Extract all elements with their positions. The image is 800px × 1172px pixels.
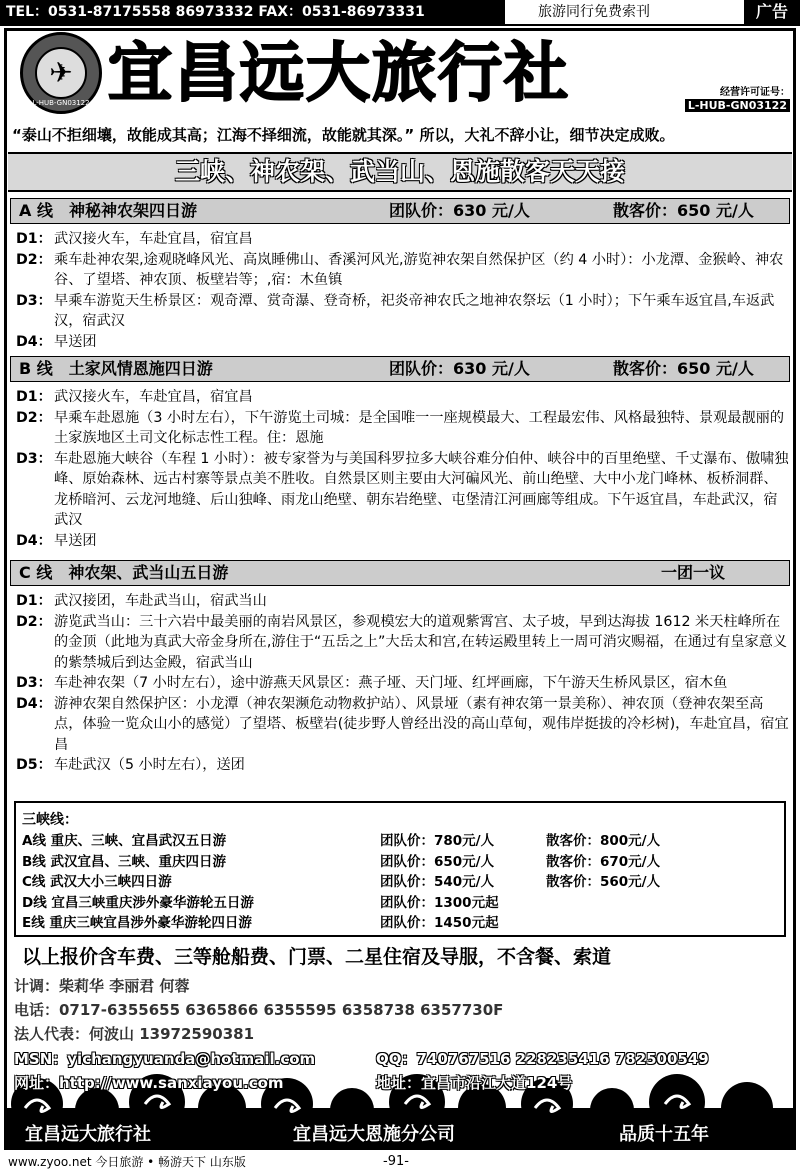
planners: 计调：柴莉华 李丽君 何蓉 <box>14 977 190 995</box>
website-url[interactable]: 网址：http://www.sanxiayou.com <box>14 1074 284 1092</box>
motto: “泰山不拒细壤，故能成其高；江海不择细流，故能就其深。” 所以，大礼不辞小让，细节决定成败。 <box>12 126 675 144</box>
route-a <box>10 198 790 352</box>
three-gorges-row: A线 重庆、三峡、宜昌武汉五日游 团队价：780元/人 散客价：800元/人 <box>22 833 661 849</box>
contact-info <box>14 974 790 1054</box>
negotiated-price: 一团一议 <box>661 563 726 582</box>
itinerary-day: D4： 游神农架自然保护区：小龙潭（神农架濒危动物救护站）、风景垭（素有神农第一景美称）、神农顶（登神农架至高点，体验一览众山小的感觉）了望塔、板壁岩(徒步野人曾经出没的高山草甸，观伟岸挺拔的冷杉树)，车赴宜昌，宿宜昌 <box>16 695 789 753</box>
route-banner: 三峡、神农架、武当山、恩施散客天天接 <box>8 152 792 192</box>
logo-code: L-HUB-GN03122 <box>32 99 90 107</box>
itinerary-day: D1： 武汉接团，车赴武当山，宿武当山 <box>16 593 267 609</box>
itinerary-day: D1： 武汉接火车，车赴宜昌，宿宜昌 <box>16 231 253 247</box>
route-title: A 线 神秘神农架四日游 <box>19 201 197 220</box>
index-label: 旅游同行免费索刊 <box>538 4 650 20</box>
itinerary-day: D4： 早送团 <box>16 532 97 549</box>
footer-slogan: 品质十五年 <box>619 1124 709 1145</box>
itinerary-day: D2： 游览武当山：三十六岩中最美丽的南岩风景区，参观模宏大的道观紫霄宫、太子坡，早到达海拔 1612 米天柱峰所在的金顶（此地为真武大帝金身所在,游住于“五岳之上”大岳太和宫,在转运殿里转上一周可消灾赐福，在通过有皇家意义的紫禁城后到达金殿，宿武当山 <box>16 613 788 671</box>
license-label: 经营许可证号： <box>720 87 790 98</box>
three-gorges-row: B线 武汉宜昌、三峡、重庆四日游 团队价：650元/人 散客价：670元/人 <box>22 853 661 870</box>
scatter-price: 散客价：650 元/人 <box>613 359 754 378</box>
footer-branch: 宜昌远大恩施分公司 <box>293 1124 455 1145</box>
three-gorges-row: C线 武汉大小三峡四日游 团队价：540元/人 散客价：560元/人 <box>22 874 661 890</box>
three-gorges-box <box>14 801 786 937</box>
page-number: -91- <box>383 1154 409 1169</box>
scatter-price: 散客价：650 元/人 <box>613 201 754 220</box>
group-price: 团队价：630 元/人 <box>389 359 530 378</box>
site-credit: www.zyoo.net 今日旅游 • 畅游天下 山东版 <box>8 1155 246 1169</box>
itinerary-day: D2： 早乘车赴恩施（3 小时左右），下午游览土司城：是全国唯一一座规模最大、工程最宏伟、风格最独特、景观最靓丽的土家族地区土司文化标志性工程。住：恩施 <box>16 409 785 446</box>
company-name: 宜昌远大旅行社 <box>108 36 570 111</box>
route-c <box>10 560 790 776</box>
contact-strip: TEL：0531-87175558 86973332 FAX：0531-86973331 <box>0 0 505 24</box>
itinerary-day: D1： 武汉接火车，车赴宜昌，宿宜昌 <box>16 389 253 405</box>
price-note: 以上报价含车费、三等舱船费、门票、二星住宿及导服，不含餐、索道 <box>22 946 612 968</box>
route-b <box>10 356 790 551</box>
footer-banner <box>7 1116 793 1148</box>
legal-rep: 法人代表：何波山 13972590381 <box>14 1025 255 1043</box>
msn-address: MSN：yichangyuanda@hotmail.com <box>14 1050 316 1068</box>
group-price: 团队价：630 元/人 <box>389 201 530 220</box>
footer-company: 宜昌远大旅行社 <box>25 1124 151 1145</box>
itinerary-day: D4： 早送团 <box>16 333 97 350</box>
license-code: L-HUB-GN03122 <box>685 99 790 112</box>
itinerary-day: D3： 车赴恩施大峡谷（车程 1 小时）：被专家誉为与美国科罗拉多大峡谷难分伯仲、峡谷中的百里绝壁、千丈瀑布、傲啸独峰、原始森林、远古村寨等景点美不胜收。自然景区则主要由大河碥风光、前山绝壁、大中小龙门峰林、板桥洞群、龙桥暗河、云龙河地缝、后山独峰、雨龙山绝壁、朝东岩绝壁、屯堡清江河画廊等组成。下午返宜昌，车赴武汉，宿武汉 <box>16 450 789 528</box>
route-header <box>10 356 790 382</box>
route-header <box>10 560 790 586</box>
itinerary-day: D2： 乘车赴神农架,途观晓峰风光、高岚睡佛山、香溪河风光,游览神农架自然保护区（约 4 小时）：小龙潭、金猴岭、神农谷、了望塔、神农顶、板壁岩等；,宿：木鱼镇 <box>16 251 784 288</box>
page-footer <box>0 1152 800 1172</box>
eagle-icon: ✈ <box>35 47 87 99</box>
itinerary-day: D3： 车赴神农架（7 小时左右），途中游燕天风景区：燕子垭、天门垭、红坪画廊，下午游天生桥风景区，宿木鱼 <box>16 675 728 691</box>
route-title: C 线 神农架、武当山五日游 <box>19 563 229 582</box>
three-gorges-title: 三峡线： <box>22 812 78 828</box>
qq-numbers: QQ：740767516 228235416 782500549 <box>376 1050 709 1068</box>
route-title: B 线 土家风情恩施四日游 <box>19 359 213 378</box>
itinerary-day: D5： 车赴武汉（5 小时左右），送团 <box>16 757 245 773</box>
route-header <box>10 198 790 224</box>
street-address: 地址：宜昌市沿江大道124号 <box>376 1074 573 1092</box>
three-gorges-row: D线 宜昌三峡重庆涉外豪华游轮五日游 团队价：1300元起 <box>22 894 499 911</box>
license <box>685 86 790 112</box>
itinerary-day: D3： 早乘车游览天生桥景区：观奇潭、赏奇瀑、登奇桥，祀炎帝神农氏之地神农祭坛（1 小时）；下午乘车返宜昌,车返武汉，宿武汉 <box>16 292 775 329</box>
phone: 电话：0717-6355655 6365866 6355595 6358738 6357730F <box>14 1001 504 1019</box>
company-logo <box>20 32 102 114</box>
top-bar <box>0 0 800 26</box>
three-gorges-row: E线 重庆三峡宜昌涉外豪华游轮四日游 团队价：1450元起 <box>22 915 499 931</box>
ad-badge: 广告 <box>744 0 800 24</box>
